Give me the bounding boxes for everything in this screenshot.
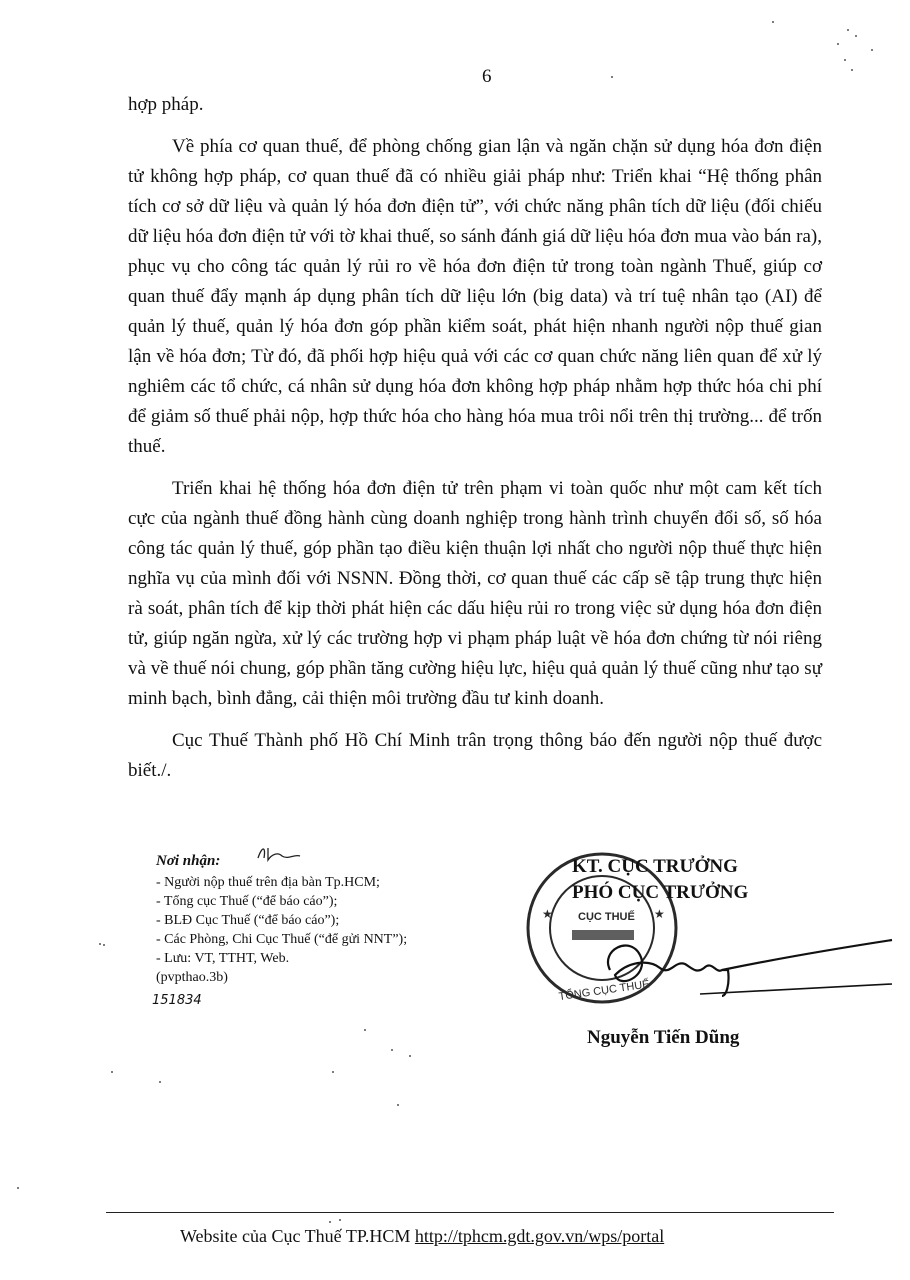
recipients-title: Nơi nhận: <box>156 852 407 871</box>
recipient-item: (pvpthao.3b) <box>156 970 228 985</box>
recipient-item: - Lưu: VT, TTHT, Web. <box>156 951 290 966</box>
signer-title-line1: KT. CỤC TRƯỞNG <box>572 856 738 877</box>
svg-text:★: ★ <box>654 907 665 921</box>
svg-text:★: ★ <box>542 907 553 921</box>
footer-url-link[interactable]: http://tphcm.gdt.gov.vn/wps/portal <box>414 1226 665 1246</box>
recipient-item: - Người nộp thuế trên địa bàn Tp.HCM; <box>156 875 380 890</box>
footer-label: Website của Cục Thuế TP.HCM <box>180 1226 411 1246</box>
recipient-item: - BLĐ Cục Thuế (“để báo cáo”); <box>156 913 340 928</box>
recipient-item: - Tổng cục Thuế (“để báo cáo”); <box>156 894 338 909</box>
signer-title-line2: PHÓ CỤC TRƯỞNG <box>572 882 749 903</box>
page-number: 6 <box>482 66 492 87</box>
signer-name: Nguyễn Tiến Dũng <box>587 1027 740 1048</box>
paragraph-closing-notice: Cục Thuế Thành phố Hồ Chí Minh trân trọng thông báo đến người nộp thuế được biết./. <box>128 730 822 781</box>
stamp-ring-text: TỔNG CỤC THUẾ <box>558 978 651 1004</box>
stamp-center-text: CỤC THUẾ <box>578 911 635 923</box>
paragraph-tax-measures: Về phía cơ quan thuế, để phòng chống gian lận và ngăn chặn sử dụng hóa đơn điện tử không hợp pháp, cơ quan thuế đã có nhiều giải pháp như: Triển khai “Hệ thống phân tích cơ sở dữ liệu và quản lý hóa đơn điện tử”, với chức năng phân tích dữ liệu (đối chiếu dữ liệu hóa đơn điện tử với tờ khai thuế, so sánh đánh giá dữ liệu hóa đơn mua vào bán ra), phục vụ cho công tác quản lý rủi ro về hóa đơn điện tử trong toàn ngành Thuế, giúp cơ quan thuế đẩy mạnh áp dụng phân tích dữ liệu lớn (big data) và trí tuệ nhân tạo (AI) để quản lý thuế, quản lý hóa đơn góp phần kiểm soát, phát hiện nhanh người nộp thuế gian lận về hóa đơn; Từ đó, đã phối hợp hiệu quả với các cơ quan chức năng liên quan để xử lý nghiêm các tổ chức, cá nhân sử dụng hóa đơn không hợp pháp nhằm hợp thức hóa chi phí để giảm số thuế phải nộp, hợp thức hóa cho hàng hóa mua trôi nổi trên thị trường... để trốn thuế. <box>128 136 822 457</box>
paragraph-e-invoice-rollout: Triển khai hệ thống hóa đơn điện tử trên phạm vi toàn quốc như một cam kết tích cực của ngành thuế đồng hành cùng doanh nghiệp trong hành trình chuyển đổi số, số hóa công tác quản lý thuế, góp phần tạo điều kiện thuận lợi nhất cho người nộp thuế thực hiện nghĩa vụ của mình đối với NSNN. Đồng thời, cơ quan thuế các cấp sẽ tập trung thực hiện rà soát, phân tích để kịp thời phát hiện các dấu hiệu rủi ro trong việc sử dụng hóa đơn điện tử, giúp ngăn ngừa, xử lý các trường hợp vi phạm pháp luật về hóa đơn chứng từ nói riêng và về thuế nói chung, góp phần tăng cường hiệu lực, hiệu quả quản lý thuế cũng như tạo sự minh bạch, bình đẳng, cải thiện môi trường đầu tư kinh doanh. <box>128 478 822 709</box>
handwritten-number: 151834 <box>152 993 202 1008</box>
paragraph-continuation: hợp pháp. <box>128 94 204 115</box>
recipient-item: - Các Phòng, Chi Cục Thuế (“để gửi NNT”); <box>156 932 408 947</box>
